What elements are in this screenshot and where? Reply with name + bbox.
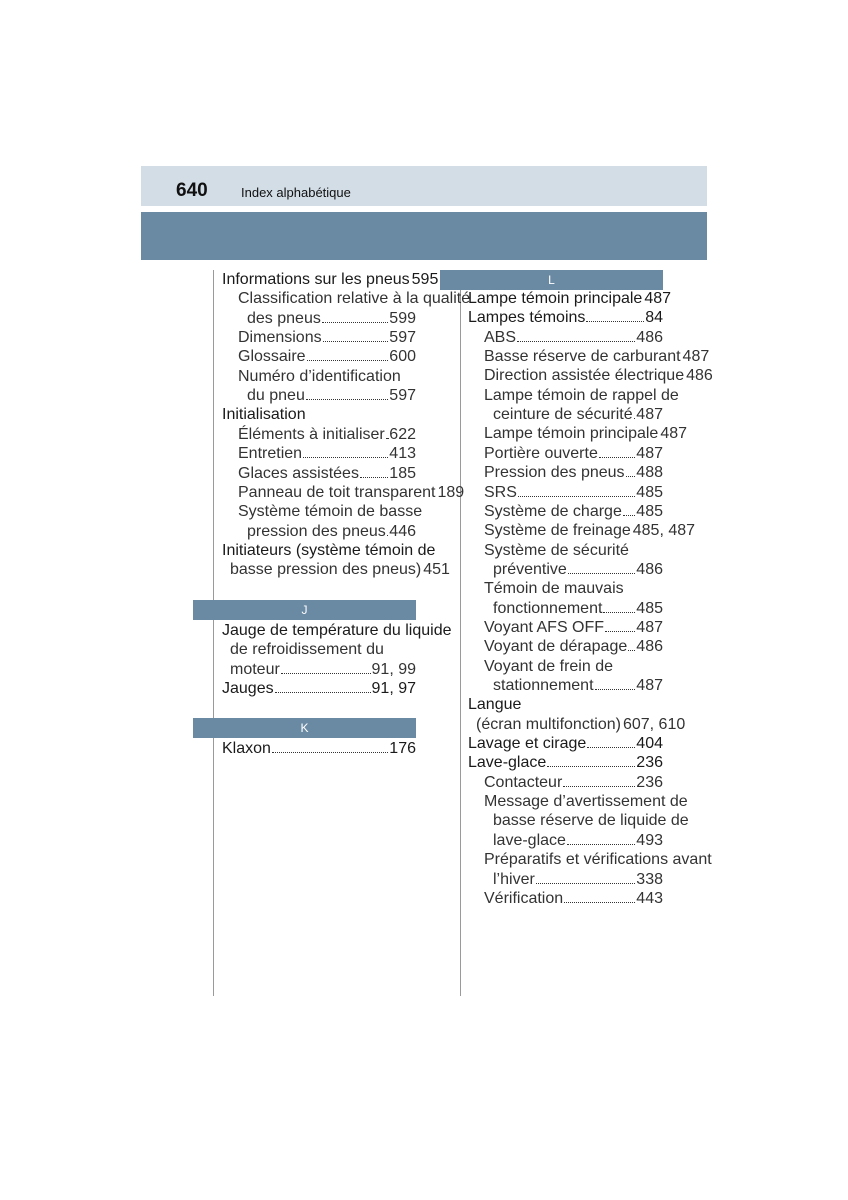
dot-leader — [563, 773, 635, 787]
dot-leader — [567, 831, 635, 845]
index-entry — [484, 541, 629, 560]
index-entry-label: Direction assistée électrique — [484, 367, 685, 385]
index-entry — [238, 444, 416, 463]
index-entry — [493, 405, 663, 424]
index-entry-page: 189 — [437, 483, 465, 501]
section-header-l: L — [440, 270, 663, 290]
dot-leader — [603, 599, 635, 613]
index-entry-label: préventive — [493, 560, 567, 578]
index-entry — [484, 850, 712, 869]
index-entry-label: Pression des pneus — [484, 464, 625, 482]
index-entry-label: Panneau de toit transparent — [238, 483, 436, 501]
index-entry-page: 91, 99 — [371, 660, 416, 678]
index-entry-label: Message d’avertissement de — [484, 793, 688, 811]
index-entry-label: basse réserve de liquide de — [493, 812, 689, 830]
index-entry-label: Lampe témoin principale — [484, 425, 659, 443]
index-entry — [247, 522, 416, 541]
dot-leader — [634, 405, 636, 419]
index-entry — [484, 657, 613, 676]
index-entry-label: des pneus — [247, 309, 321, 327]
index-entry-label: Dimensions — [238, 329, 322, 347]
index-entry — [493, 560, 663, 579]
dot-leader — [536, 870, 636, 884]
dot-leader — [275, 679, 371, 693]
index-entry-label: lave-glace — [493, 831, 566, 849]
index-entry — [484, 637, 663, 656]
index-entry-page: 486 — [636, 638, 663, 656]
index-entry — [484, 792, 688, 811]
index-entry — [493, 599, 663, 618]
index-entry-page: 486 — [636, 328, 663, 346]
index-entry — [484, 579, 624, 598]
index-entry — [468, 753, 663, 772]
index-entry-page: 84 — [645, 309, 663, 327]
index-entry-label: (écran multifonction) — [476, 715, 621, 733]
index-entry — [222, 270, 439, 289]
index-entry-label: Portière ouverte — [484, 444, 598, 462]
index-entry — [484, 386, 679, 405]
index-entry — [484, 483, 663, 502]
index-entry-page: 487 — [682, 348, 710, 366]
header-band — [141, 166, 707, 206]
left-column-rule — [213, 270, 214, 996]
index-entry-page: 488 — [636, 464, 663, 482]
index-entry — [238, 367, 401, 386]
dot-leader — [568, 560, 635, 574]
index-entry — [484, 889, 663, 908]
index-entry — [238, 483, 465, 502]
index-entry — [484, 502, 663, 521]
middle-column-rule — [460, 270, 461, 996]
index-entry — [468, 695, 521, 714]
index-entry-label: Lave-glace — [468, 754, 547, 772]
index-entry-page: 487 — [644, 290, 672, 307]
index-entry — [238, 425, 416, 444]
index-entry-page: 486 — [636, 560, 663, 578]
section-header-j: J — [193, 600, 416, 620]
index-entry-label: Lampes témoins — [468, 309, 586, 327]
index-entry-label: SRS — [484, 483, 517, 501]
index-entry — [468, 734, 663, 753]
index-entry-label: Éléments à initialiser — [238, 425, 385, 443]
index-entry-page: 487 — [660, 425, 688, 443]
index-entry — [484, 424, 688, 443]
index-entry-page: 236 — [636, 754, 663, 772]
index-entry-page: 446 — [389, 522, 416, 540]
dot-leader — [272, 739, 388, 753]
index-entry-page: 600 — [389, 348, 416, 366]
index-entry — [230, 560, 450, 579]
page-number: 640 — [176, 180, 208, 201]
index-entry-page: 338 — [636, 870, 663, 888]
index-entry-label: Initialisation — [222, 406, 306, 424]
index-entry-label: Voyant AFS OFF — [484, 618, 605, 636]
index-entry — [493, 811, 689, 830]
dot-leader — [387, 522, 389, 536]
dot-leader — [586, 308, 644, 322]
index-entry-label: Glossaire — [238, 348, 306, 366]
index-entry-label: Entretien — [238, 445, 303, 463]
index-entry-page: 622 — [389, 425, 416, 443]
index-entry — [476, 715, 686, 734]
dot-leader — [517, 328, 635, 342]
index-entry-label: ABS — [484, 328, 517, 346]
index-entry-page: 236 — [636, 773, 663, 791]
dot-leader — [323, 328, 389, 342]
index-entry-label: Système témoin de basse — [238, 503, 423, 521]
index-entry-label: Glaces assistées — [238, 464, 359, 482]
index-entry-label: Numéro d’identification — [238, 367, 401, 385]
index-entry — [230, 660, 416, 679]
index-entry-label: Voyant de dérapage — [484, 638, 628, 656]
index-entry — [493, 870, 663, 889]
index-entry — [484, 366, 713, 385]
index-entry — [484, 463, 663, 482]
dot-leader — [564, 889, 635, 903]
index-entry — [238, 328, 416, 347]
index-entry-label: Informations sur les pneus — [222, 271, 410, 288]
index-entry-label: de refroidissement du — [230, 641, 384, 659]
index-entry-page: 493 — [636, 831, 663, 849]
dot-leader — [587, 734, 635, 748]
index-entry-label: fonctionnement — [493, 599, 603, 617]
dot-leader — [360, 464, 388, 478]
index-entry-page: 487 — [636, 618, 663, 636]
index-entry-page: 451 — [423, 561, 450, 579]
index-entry-label: Système de freinage — [484, 522, 631, 540]
index-entry — [468, 308, 663, 327]
index-entry — [484, 444, 663, 463]
dot-leader — [322, 309, 388, 323]
dot-leader — [518, 483, 635, 497]
dot-leader — [626, 463, 636, 477]
index-entry-page: 486 — [686, 367, 713, 385]
index-entry-label: pression des pneus — [247, 522, 386, 540]
index-entry-page: 595 — [411, 271, 439, 288]
index-entry-page: 185 — [389, 464, 416, 482]
index-entry — [484, 618, 663, 637]
index-entry — [493, 676, 663, 695]
index-entry — [222, 405, 306, 424]
dot-leader — [306, 386, 388, 400]
dot-leader — [605, 618, 635, 632]
index-entry — [484, 328, 663, 347]
index-entry-page: 485 — [636, 483, 663, 501]
index-entry-label: Initiateurs (système témoin de — [222, 541, 436, 559]
index-entry-label: Système de sécurité — [484, 541, 629, 559]
index-entry-page: 413 — [389, 445, 416, 463]
dot-leader — [623, 502, 635, 516]
index-entry-label: Classification relative à la qualité — [238, 290, 471, 308]
index-entry-page: 176 — [389, 740, 416, 757]
index-entry-label: Lampe témoin de rappel de — [484, 386, 679, 404]
index-entry-label: Lavage et cirage — [468, 735, 587, 753]
index-entry — [247, 309, 416, 328]
dot-leader — [307, 347, 389, 361]
dot-leader — [628, 637, 635, 651]
dot-leader — [595, 676, 636, 690]
index-entry-page: 607, 610 — [622, 715, 686, 733]
index-entry — [230, 640, 384, 659]
index-entry — [247, 386, 416, 405]
index-entry — [238, 289, 470, 308]
page-title: Index alphabétique — [241, 185, 351, 200]
index-entry-label: Jauges — [222, 680, 274, 698]
index-entry-label: Système de charge — [484, 502, 622, 520]
index-entry-label: Basse réserve de carburant — [484, 348, 681, 366]
dot-leader — [599, 444, 635, 458]
index-entry-label: Klaxon — [222, 740, 271, 757]
index-entry-label: du pneu — [247, 387, 305, 405]
index-entry — [484, 347, 710, 366]
index-entry-label: ceinture de sécurité — [493, 406, 633, 424]
index-entry-label: l’hiver — [493, 870, 535, 888]
index-entry-label: Lampe témoin principale — [468, 290, 643, 307]
index-entry-label: Jauge de température du liquide — [222, 622, 452, 639]
index-entry — [222, 679, 416, 698]
dot-leader — [281, 660, 371, 674]
index-entry-page: 485 — [636, 599, 663, 617]
index-entry-label: Vérification — [484, 889, 564, 907]
index-entry — [468, 289, 672, 308]
index-entry — [493, 831, 663, 850]
index-entry — [222, 621, 452, 640]
index-entry — [238, 502, 422, 521]
index-entry — [222, 541, 435, 560]
index-entry-page: 597 — [389, 387, 416, 405]
index-entry-page: 487 — [636, 406, 663, 424]
index-entry-label: basse pression des pneus) — [230, 561, 422, 579]
index-entry-page: 485 — [636, 502, 663, 520]
index-entry-page: 485, 487 — [632, 522, 696, 540]
dot-leader — [547, 753, 635, 767]
index-entry-label: Témoin de mauvais — [484, 580, 624, 598]
index-entry-page: 487 — [636, 677, 663, 694]
dot-leader — [386, 425, 389, 439]
index-entry-label: Contacteur — [484, 773, 563, 791]
index-entry-page: 443 — [636, 889, 663, 907]
index-entry-page: 597 — [389, 329, 416, 347]
index-entry — [238, 464, 416, 483]
section-header-k: K — [193, 718, 416, 738]
index-entry-label: moteur — [230, 660, 280, 678]
index-entry-label: stationnement — [493, 677, 594, 694]
index-entry-label: Voyant de frein de — [484, 657, 613, 675]
index-entry-page: 404 — [636, 735, 663, 753]
dot-leader — [303, 444, 388, 458]
index-entry-label: Préparatifs et vérifications avant — [484, 851, 712, 869]
header-accent-band — [141, 212, 707, 260]
index-entry-page: 487 — [636, 444, 663, 462]
index-entry — [484, 521, 696, 540]
index-entry-page: 599 — [389, 309, 416, 327]
index-entry-label: Langue — [468, 696, 522, 714]
index-entry — [238, 347, 416, 366]
index-entry-page: 91, 97 — [371, 680, 416, 698]
index-entry — [222, 739, 416, 758]
index-entry — [484, 773, 663, 792]
